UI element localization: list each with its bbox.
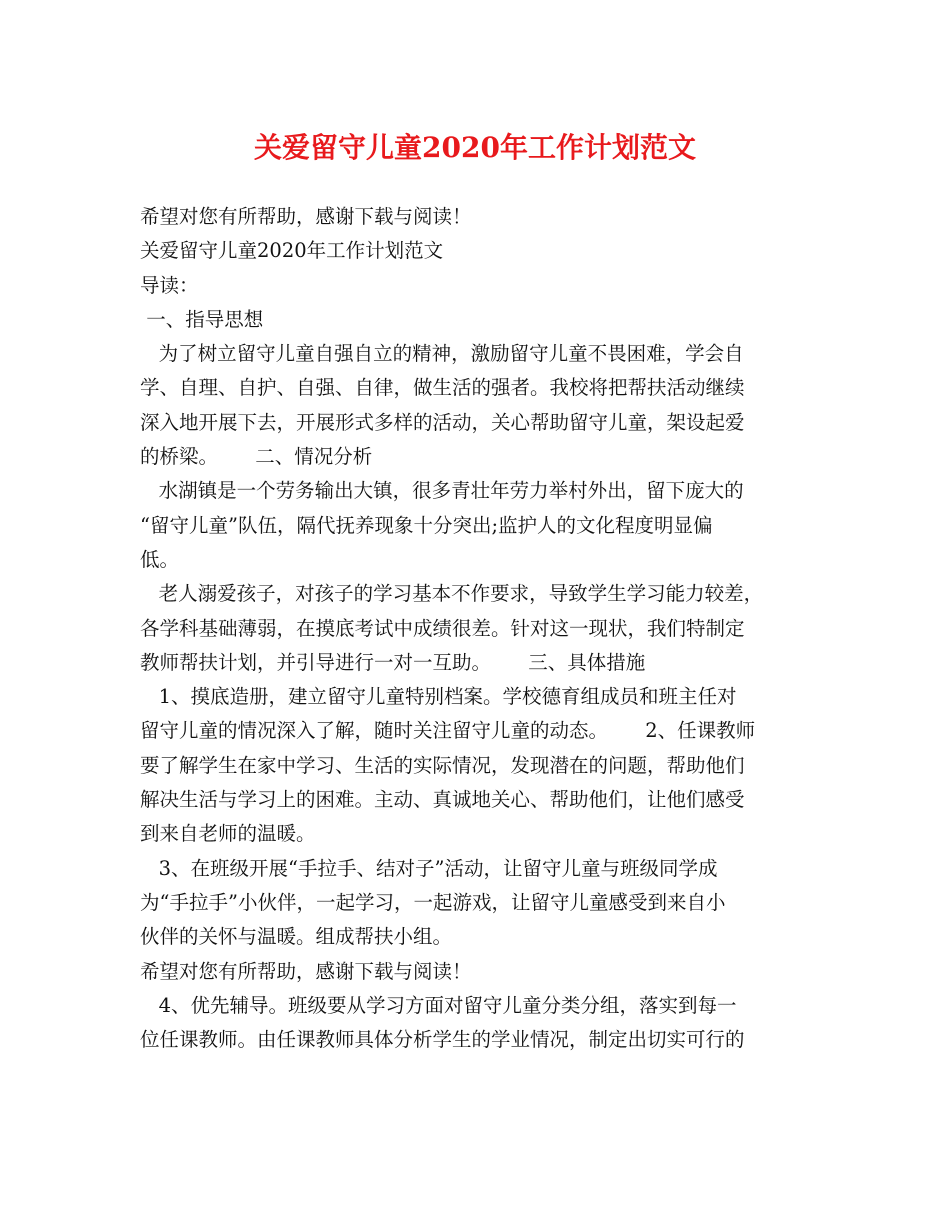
- body-line: 3、在班级开展“手拉手、结对子”活动，让留守儿童与班级同学成: [140, 856, 718, 880]
- body-line: 的桥梁。 二、情况分析: [140, 445, 373, 469]
- body-line: 关爱留守儿童2020年工作计划范文: [140, 239, 444, 263]
- body-line: 4、优先辅导。班级要从学习方面对留守儿童分类分组，落实到每一: [140, 993, 737, 1017]
- body-line: 1、摸底造册，建立留守儿童特别档案。学校德育组成员和班主任对: [140, 685, 737, 709]
- body-line: 希望对您有所帮助，感谢下载与阅读！: [140, 205, 472, 228]
- body-line: 留守儿童的情况深入了解，随时关注留守儿童的动态。 2、任课教师: [140, 719, 756, 743]
- body-line: 伙伴的关怀与温暖。组成帮扶小组。: [140, 925, 453, 949]
- body-line: 到来自老师的温暖。: [140, 822, 316, 846]
- body-line: 水湖镇是一个劳务输出大镇，很多青壮年劳力举村外出，留下庞大的: [140, 479, 744, 503]
- body-line: 教师帮扶计划，并引导进行一对一互助。 三、具体措施: [140, 650, 646, 674]
- body-line: 学、自理、自护、自强、自律，做生活的强者。我校将把帮扶活动继续: [140, 376, 745, 400]
- body-line: 深入地开展下去，开展形式多样的活动，关心帮助留守儿童，架设起爱: [140, 410, 745, 434]
- body-line: 要了解学生在家中学习、生活的实际情况，发现潜在的问题，帮助他们: [140, 753, 745, 777]
- body-line: 导读：: [140, 273, 199, 297]
- body-line: 为“手拉手”小伙伴，一起学习，一起游戏，让留守儿童感受到来自小: [140, 890, 726, 914]
- body-line: 解决生活与学习上的困难。主动、真诚地关心、帮助他们，让他们感受: [140, 788, 745, 812]
- document-title: 关爱留守儿童2020年工作计划范文: [254, 131, 696, 164]
- body-line: 为了树立留守儿童自强自立的精神，激励留守儿童不畏困难，学会自: [140, 342, 744, 366]
- body-line: 位任课教师。由任课教师具体分析学生的学业情况，制定出切实可行的: [140, 1028, 745, 1052]
- body-line: 低。: [140, 547, 180, 571]
- document-body: [140, 200, 820, 1057]
- body-line: 各学科基础薄弱，在摸底考试中成绩很差。针对这一现状，我们特制定: [140, 616, 745, 640]
- body-line: 老人溺爱孩子，对孩子的学习基本不作要求，导致学生学习能力较差，: [140, 582, 764, 606]
- body-line: “留守儿童”队伍，隔代抚养现象十分突出;监护人的文化程度明显偏: [140, 513, 713, 537]
- body-line: 希望对您有所帮助，感谢下载与阅读！: [140, 959, 472, 983]
- body-line: 一、指导思想: [140, 307, 264, 331]
